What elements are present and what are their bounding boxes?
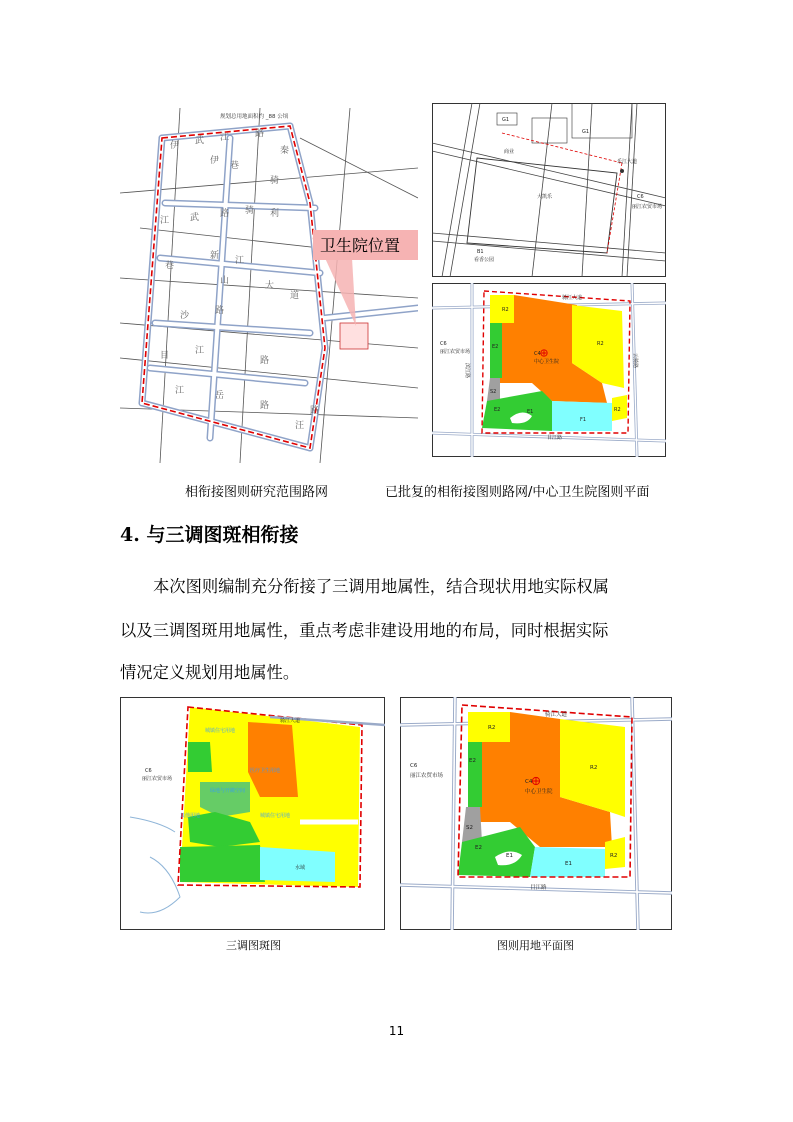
- survey-map: [120, 697, 385, 930]
- road-label: 路: [310, 406, 320, 416]
- road-label: 骑: [270, 176, 280, 186]
- road-label: 巷: [165, 261, 175, 271]
- road-label: 江: [195, 346, 205, 356]
- road-label: 路: [260, 401, 270, 411]
- map-label: C6: [637, 194, 644, 200]
- section-heading: 4. 与三调图斑相衔接: [120, 524, 299, 546]
- road-west-label: 滨江路: [464, 363, 470, 379]
- parcel-label: R2: [614, 407, 621, 413]
- figure-caption-landuse-plan: 图则用地平面图: [497, 939, 574, 952]
- paragraph-line-1: 本次图则编制充分衔接了三调用地属性，结合现状用地实际权属: [153, 577, 609, 596]
- parcel-code-label: C4: [525, 779, 533, 785]
- parcel-code-label: C6: [410, 763, 418, 769]
- paragraph-line-2: 以及三调图斑用地属性，重点考虑非建设用地的布局，同时根据实际: [120, 621, 609, 640]
- road-east-label: 云骑路: [632, 353, 638, 369]
- market-label: 丽江农贸市场: [142, 776, 173, 782]
- road-label: 秦: [280, 146, 290, 156]
- page-number: 11: [388, 1024, 405, 1038]
- hospital-label: 中心卫生院: [525, 789, 553, 795]
- paragraph-line-3: 情况定义规划用地属性。: [120, 663, 300, 682]
- map-label: G1: [582, 129, 590, 135]
- parcel-code-label: C6: [145, 768, 152, 774]
- map-label: B1: [477, 249, 484, 255]
- figure-caption-survey: 三调图斑图: [226, 939, 281, 952]
- parcel-label: E1: [565, 861, 572, 867]
- parcel-note: 其他用地: [180, 813, 201, 819]
- water-label: 水域: [295, 865, 306, 871]
- road-south-label: 目江路: [547, 435, 563, 441]
- parcel-label: E2: [475, 845, 482, 851]
- parcel-label: R2: [597, 341, 604, 347]
- road-label: 道: [290, 291, 300, 301]
- map-label: 商业: [504, 149, 515, 155]
- parcel-label: E1: [506, 853, 513, 859]
- road-label: 江: [220, 133, 230, 143]
- road-label: 武: [190, 213, 200, 223]
- road-label: 路: [215, 306, 225, 316]
- figure-caption-road-network: 相衔接图则研究范围路网: [185, 485, 329, 500]
- market-label: 丽江农贸市场: [440, 349, 471, 355]
- road-label: 武: [195, 136, 205, 146]
- road-label: 新: [210, 251, 220, 261]
- road-label: 岳: [215, 391, 225, 401]
- map-label: 乐江大道: [617, 159, 638, 165]
- landuse-plan-map: [400, 697, 672, 930]
- parcel-label: F1: [580, 417, 587, 423]
- road-network-map: [120, 108, 418, 463]
- map-label: 大凯乐: [537, 194, 553, 200]
- road-label: 江: [160, 216, 170, 226]
- parcel-label: R2: [502, 307, 509, 313]
- road-label: 江: [235, 256, 245, 266]
- road-label: 大: [265, 281, 275, 291]
- hospital-label: 中心卫生院: [534, 359, 560, 365]
- market-label: 丽江农贸市场: [410, 773, 444, 779]
- parcel-label: E2: [469, 758, 476, 764]
- parcel-label: R2: [590, 765, 598, 771]
- parcel-code-label: C6: [440, 341, 447, 347]
- road-south-label: 目江路: [530, 885, 547, 891]
- parcel-label: R2: [610, 853, 618, 859]
- approved-plan-map: [432, 283, 666, 457]
- road-label: 巷: [230, 161, 240, 171]
- parcel-label: R2: [488, 725, 496, 731]
- figure-caption-approved-plan: 已批复的相衔接图则路网/中心卫生院图则平面: [385, 485, 650, 500]
- road-north-label: 骑江大道: [280, 718, 301, 724]
- road-label: 路: [220, 209, 230, 219]
- map-label: G1: [502, 117, 510, 123]
- road-label: 伊: [210, 156, 220, 166]
- parcel-note: 绿地与开敞空间: [210, 788, 246, 794]
- road-label: 汪: [295, 421, 305, 431]
- road-label: 骑: [245, 206, 255, 216]
- parcel-label: S2: [466, 825, 473, 831]
- road-label: 山: [220, 276, 230, 286]
- hospital-location-callout: 卫生院位置: [320, 236, 401, 255]
- road-north-label: 骑江大道: [545, 712, 568, 718]
- map-label: 丽江农贸市场: [632, 204, 663, 210]
- road-label: 利: [270, 209, 280, 219]
- parcel-note: 城镇住宅用地: [260, 813, 291, 819]
- parcel-note: 医疗卫生用地: [250, 768, 281, 774]
- road-label: 路: [260, 356, 270, 366]
- parcel-note: 城镇住宅用地: [205, 728, 236, 734]
- road-label: 江: [175, 386, 185, 396]
- road-north-label: 骑江大道: [562, 295, 583, 301]
- parcel-code-label: C4: [534, 351, 541, 357]
- road-label: 伊: [170, 141, 180, 151]
- road-label: 沙: [180, 311, 190, 321]
- approved-road-map: [432, 103, 666, 277]
- parcel-label: E2: [494, 407, 501, 413]
- parcel-label: E2: [492, 344, 499, 350]
- map-label: 看香公园: [474, 257, 495, 263]
- road-label: 路: [255, 129, 265, 139]
- road-label: 目: [160, 351, 170, 361]
- parcel-label: E1: [527, 409, 534, 415]
- parcel-label: S2: [490, 389, 497, 395]
- map-header-note: 规划总用地面积约 _88 公顷: [220, 114, 289, 120]
